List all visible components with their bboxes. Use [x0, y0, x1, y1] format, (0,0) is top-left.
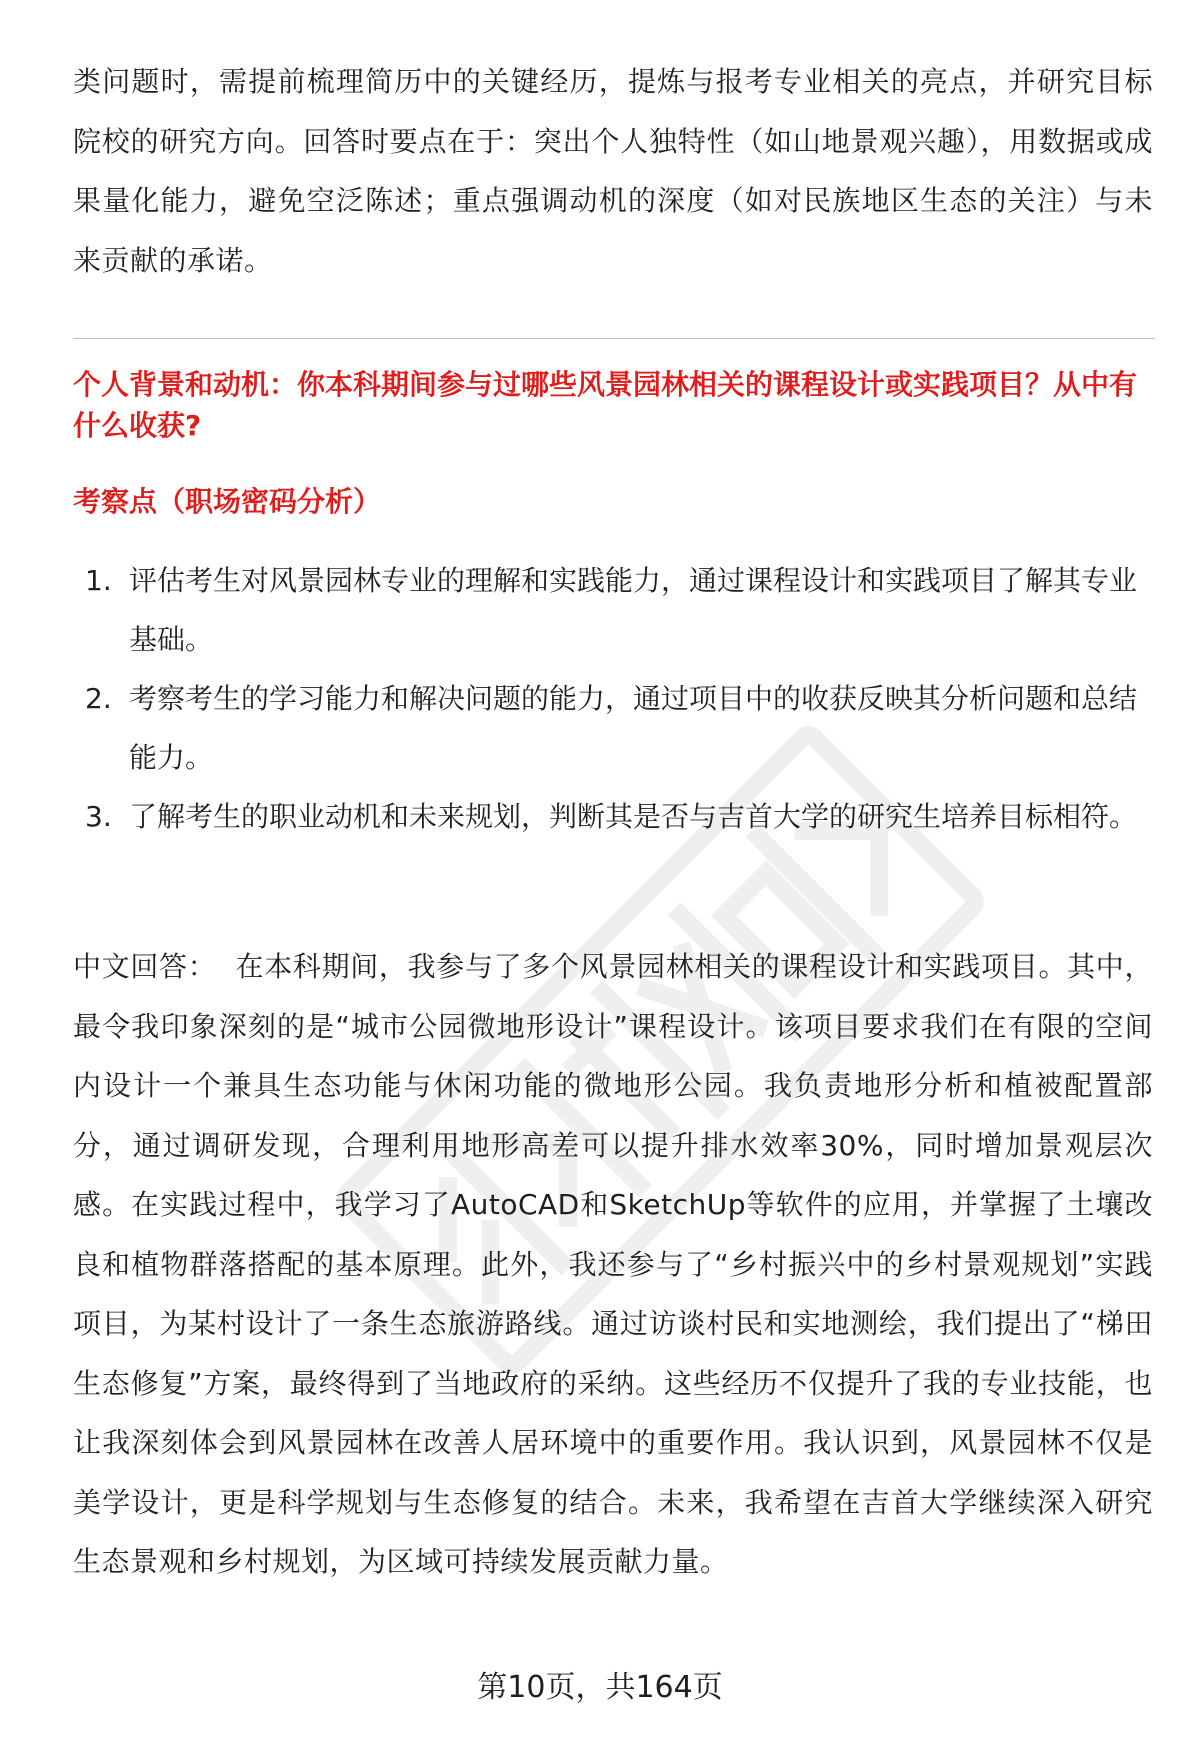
intro-paragraph: 类问题时，需提前梳理简历中的关键经历，提炼与报考专业相关的亮点，并研究目标院校的研究方向。回答时要点在于：突出个人独特性（如山地景观兴趣），用数据或成果量化能力，避免空泛陈述；重点强调动机的深度（如对民族地区生态的关注）与未来贡献的承诺。	[73, 65, 1153, 277]
answer-label: 中文回答：	[73, 950, 217, 983]
answer-text: 在本科期间，我参与了多个风景园林相关的课程设计和实践项目。其中，最令我印象深刻的是“城市公园微地形设计”课程设计。该项目要求我们在有限的空间内设计一个兼具生态功能与休闲功能的微地形公园。我负责地形分析和植被配置部分，通过调研发现，合理利用地形高差可以提升排水效率30%，同时增加景观层次感。在实践过程中，我学习了AutoCAD和SketchUp等软件的应用，并掌握了土壤改良和植物群落搭配的基本原理。此外，我还参与了“乡村振兴中的乡村景观规划”实践项目，为某村设计了一条生态旅游路线。通过访谈村民和实地测绘，我们提出了“梯田生态修复”方案，最终得到了当地政府的采纳。这些经历不仅提升了我的专业技能，也让我深刻体会到风景园林在改善人居环境中的重要作用。我认识到，风景园林不仅是美学设计，更是科学规划与生态修复的结合。未来，我希望在吉首大学继续深入研究生态景观和乡村规划，为区域可持续发展贡献力量。	[73, 950, 1153, 1578]
analysis-point	[73, 787, 1155, 846]
analysis-point	[73, 669, 1155, 787]
point-number: 3.	[85, 800, 112, 833]
point-text: 了解考生的职业动机和未来规划，判断其是否与吉首大学的研究生培养目标相符。	[129, 800, 1138, 833]
answer-paragraph	[73, 937, 1153, 1592]
point-number: 2.	[85, 682, 112, 715]
page-number-footer: 第10页，共164页	[477, 1670, 723, 1705]
analysis-section-title: 考察点（职场密码分析）	[73, 485, 382, 518]
section-divider	[73, 338, 1155, 339]
point-text: 考察考生的学习能力和解决问题的能力，通过项目中的收获反映其分析问题和总结能力。	[129, 682, 1138, 774]
analysis-points-list	[73, 551, 1155, 846]
analysis-point	[73, 551, 1155, 669]
point-text: 评估考生对风景园林专业的理解和实践能力，通过课程设计和实践项目了解其专业基础。	[129, 564, 1138, 656]
point-number: 1.	[85, 564, 112, 597]
question-heading: 个人背景和动机：你本科期间参与过哪些风景园林相关的课程设计或实践项目？从中有什么收获?	[73, 368, 1138, 442]
